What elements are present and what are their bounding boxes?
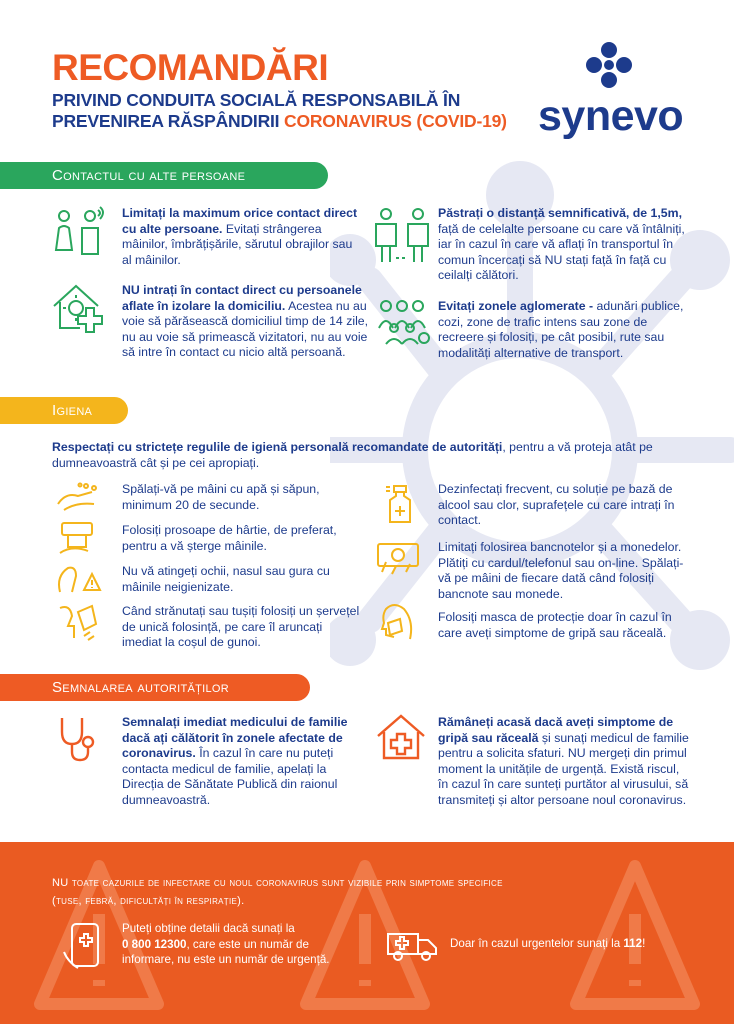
- subtitle-text: PREVENIREA RĂSPÂNDIRII: [52, 111, 285, 131]
- contact-item-2: [438, 206, 688, 284]
- footer-note-line-2: (tuse, febră, dificultăți în respirație).: [52, 895, 245, 907]
- subtitle-line-1: PRIVIND CONDUITA SOCIALĂ RESPONSABILĂ ÎN: [52, 90, 461, 110]
- section-banner-authorities: Semnalarea autorităților: [0, 674, 310, 701]
- authorities-item-1-bold: Semnalați imediat medicului de familie dacă ați călătorit în zonele afectate de coronavirus.: [122, 715, 348, 761]
- section-banner-contact: Contactul cu alte persoane: [0, 162, 328, 189]
- contact-item-1: [122, 206, 362, 268]
- hygiene-intro-bold: Respectați cu strictețe regulile de igienă personală recomandate de autorități: [52, 440, 503, 454]
- contact-item-3: [122, 283, 372, 361]
- hygiene-intro-text: , pentru a vă proteja atât pe dumneavoastră cât și pe cei apropiați.: [52, 440, 653, 470]
- hygiene-left-1: Spălați-vă pe mâini cu apă și săpun, minimum 20 de secunde.: [122, 482, 320, 512]
- subtitle-line-2: [52, 111, 507, 132]
- contact-item-4-text: adunări publice, cozi, zone de trafic intens sau zone de recreere și folosiți, pe cât posibil, rute sau modalități alternative de transport.: [438, 299, 684, 360]
- footer-info-text-b: , care este un număr de informare, nu este un număr de urgență.: [122, 937, 330, 966]
- hand-wash-icon: [56, 482, 100, 514]
- people-distance-icon: [52, 206, 104, 258]
- hygiene-left-2: Folosiți prosoape de hârtie, de preferat, pentru a vă șterge mâinile.: [122, 523, 337, 553]
- footer-panel: [0, 842, 734, 1024]
- synevo-logo-icon: [584, 40, 634, 90]
- face-touch-warning-icon: [54, 562, 102, 596]
- paper-towel-icon: [58, 521, 98, 555]
- synevo-logo-text: synevo: [538, 92, 684, 140]
- contact-item-4-bold: Evitați zonele aglomerate -: [438, 299, 594, 313]
- contact-item-2-bold: Păstrați o distanță semnificativă, de 1,5m,: [438, 206, 682, 220]
- face-mask-icon: [380, 601, 418, 641]
- footer-emergency-end: !: [642, 937, 646, 950]
- subtitle-highlight: CORONAVIRUS (COVID-19): [284, 111, 507, 131]
- footer-emergency-text: Doar în cazul urgentelor sunați la: [450, 937, 624, 950]
- warning-triangle-icon: [570, 854, 700, 1014]
- footer-info-text-a: Puteți obține detalii dacă sunați la: [122, 922, 295, 935]
- contact-item-2-text: față de celelalte persoane cu care vă întâlniți, iar în cazul în care vă aflați în transportul în comun încercați să NU stați față în față cu ceilalți călători.: [438, 221, 685, 283]
- footer-note: [52, 874, 572, 910]
- sneeze-tissue-icon: [56, 602, 100, 642]
- hygiene-right-2: Limitați folosirea bancnotelor și a monedelor. Plătiți cu cardul/telefonul sau on-line. Spălați-vă pe mâini de fiecare dată când folosiți bancnote sau monede.: [438, 540, 684, 601]
- stethoscope-icon: [56, 714, 98, 764]
- emergency-number[interactable]: 112: [623, 937, 643, 950]
- hygiene-right-1: Dezinfectați frecvent, cu soluție pe bază de alcool sau clor, suprafețele cu care intrați în contact.: [438, 482, 675, 528]
- footer-info-phone[interactable]: 0 800 12300: [122, 937, 187, 951]
- phone-call-icon: [62, 922, 108, 970]
- footer-info: [122, 921, 362, 968]
- hygiene-left-4: Când strănutați sau tușiți folosiți un șervețel de unică folosință, pe care îl aruncați imediat la coșul de gunoi.: [122, 604, 360, 650]
- spray-bottle-icon: [384, 484, 414, 524]
- medical-home-icon: [376, 714, 426, 760]
- crowd-icon: [376, 298, 434, 346]
- authorities-item-1-text: În cazul în care nu puteți contacta medicul de familie, apelați la Direcția de Sănătate Publică din raionul dumneavoastră.: [122, 746, 338, 807]
- authorities-item-2-bold: Rămâneți acasă dacă aveți simptome de gripă sau răceală: [438, 715, 674, 745]
- home-isolation-icon: [50, 282, 106, 338]
- distance-icon: [374, 206, 430, 266]
- page-title: RECOMANDĂRI: [52, 47, 329, 88]
- section-banner-hygiene: Igiena: [0, 397, 128, 424]
- ambulance-icon: [386, 928, 438, 962]
- hygiene-intro: [52, 439, 692, 471]
- contact-item-1-bold: Limitați la maximum orice contact direct cu alte persoane.: [122, 206, 358, 236]
- authorities-item-2: [438, 715, 692, 809]
- contact-item-4: [438, 299, 690, 361]
- authorities-item-2-text: și sunați medicul de familie pentru a solicita sfaturi. NU mergeți din primul moment la unitățile de urgență. Există riscul, în cazul în care sunteți purtător al virusului, să transmiteți și altor persoane noul coronavirus.: [438, 730, 689, 807]
- page-subtitle: [52, 90, 507, 132]
- contact-item-1-text: Evitați strângerea mâinilor, îmbrățișările, sărutul obrajilor sau al mâinilor.: [122, 221, 353, 267]
- contact-item-3-bold: NU intrați în contact direct cu persoanele aflate în izolare la domiciliu.: [122, 283, 362, 313]
- footer-note-line-1: NU toate cazurile de infectare cu noul coronavirus sunt vizibile prin simptome specifice: [52, 877, 503, 889]
- authorities-item-1: [122, 715, 364, 809]
- hygiene-left-3: Nu vă atingeți ochii, nasul sau gura cu mâinile neigienizate.: [122, 564, 330, 594]
- hygiene-right-3: Folosiți masca de protecție doar în cazul în care aveți simptome de gripă sau răceală.: [438, 610, 672, 640]
- banknote-icon: [376, 540, 422, 576]
- footer-emergency: [450, 937, 645, 950]
- contact-item-3-text: Acestea nu au voie să părăsească domiciliul timp de 14 zile, nu au voie să primească vizitatori, nu au voie să intre în contact cu nicio altă persoană.: [122, 298, 369, 360]
